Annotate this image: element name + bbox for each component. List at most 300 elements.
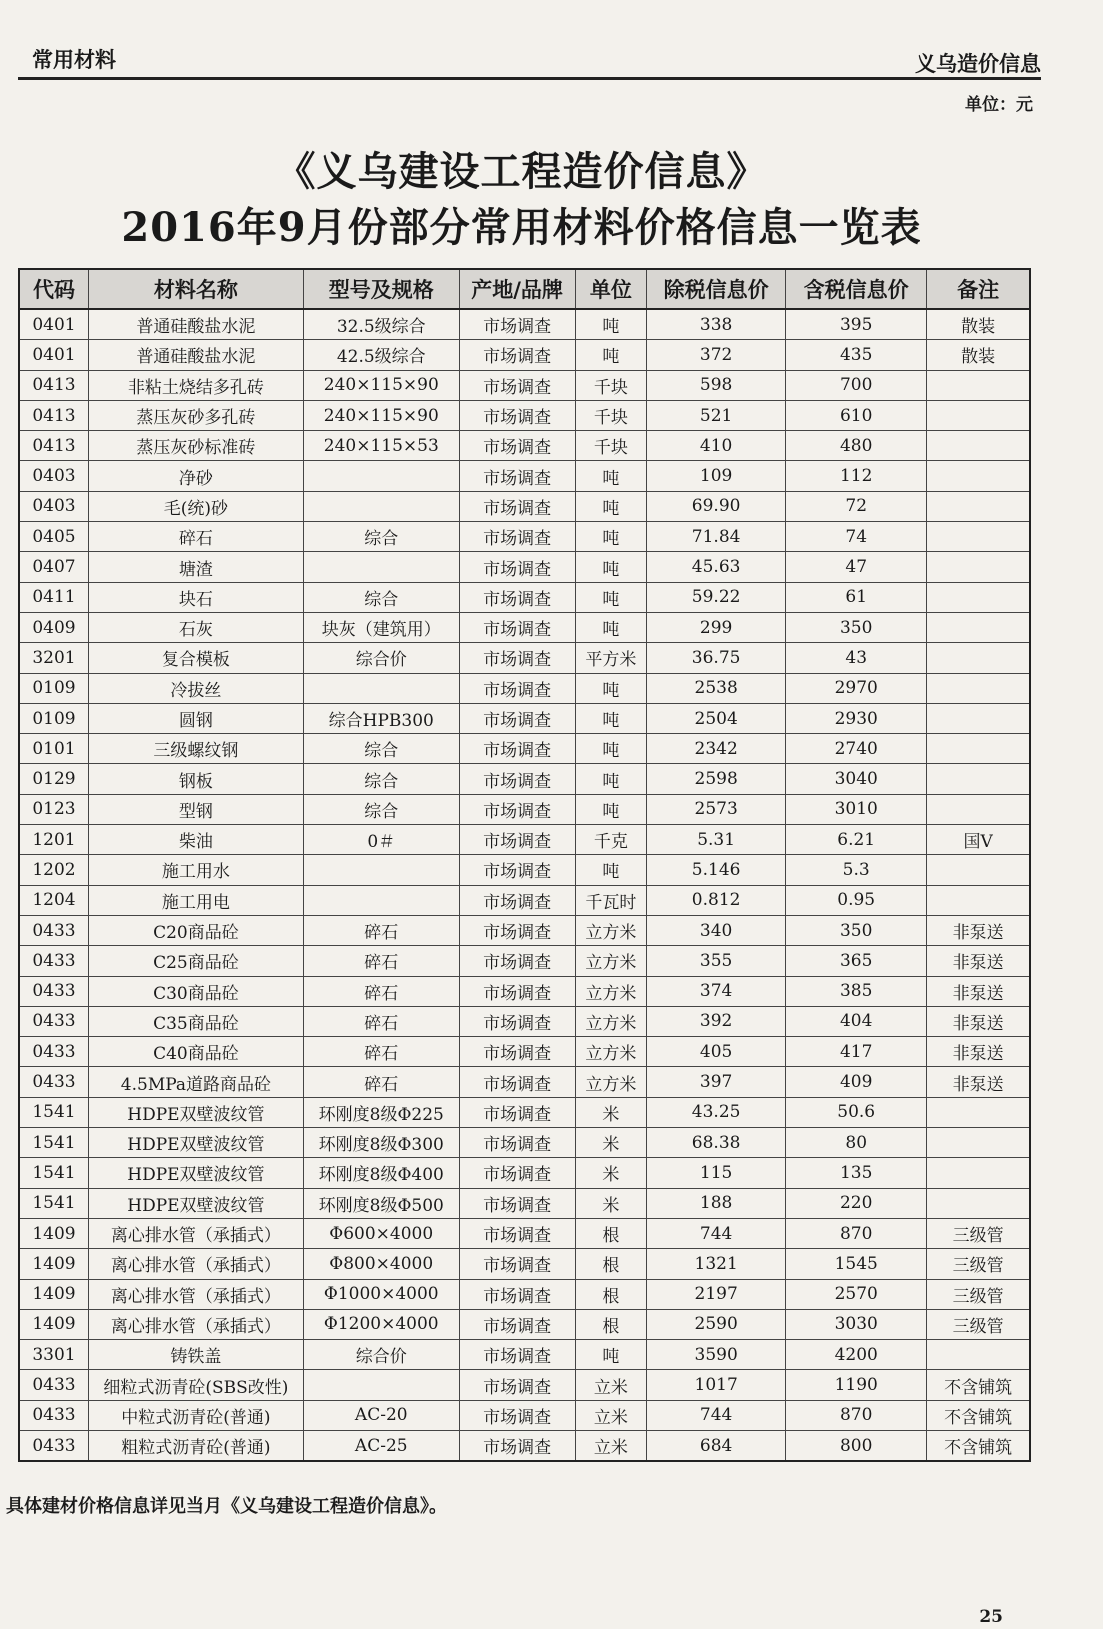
cell-unit: 立米 [575, 1400, 647, 1430]
cell-origin: 市场调查 [459, 309, 575, 340]
cell-price-excl-tax: 397 [647, 1067, 786, 1097]
cell-price-incl-tax: 112 [786, 461, 927, 491]
cell-unit: 根 [575, 1309, 647, 1339]
cell-name: 4.5MPa道路商品砼 [89, 1067, 304, 1097]
table-row [19, 1188, 1030, 1218]
section-label: 常用材料 [32, 48, 116, 72]
cell-name: 钢板 [89, 764, 304, 794]
cell-price-excl-tax: 744 [647, 1218, 786, 1248]
cell-code: 0101 [19, 734, 89, 764]
table-row [19, 1249, 1030, 1279]
cell-name: 蒸压灰砂标准砖 [89, 431, 304, 461]
cell-spec [303, 673, 459, 703]
cell-code: 3301 [19, 1340, 89, 1370]
table-row [19, 309, 1030, 340]
cell-origin: 市场调查 [459, 1006, 575, 1036]
cell-price-incl-tax: 3030 [786, 1309, 927, 1339]
table-row [19, 855, 1030, 885]
table-row [19, 946, 1030, 976]
cell-unit: 吨 [575, 552, 647, 582]
cell-price-excl-tax: 2197 [647, 1279, 786, 1309]
cell-price-excl-tax: 71.84 [647, 522, 786, 552]
cell-spec: 环刚度8级Φ300 [303, 1128, 459, 1158]
cell-name: C40商品砼 [89, 1037, 304, 1067]
table-row [19, 552, 1030, 582]
cell-unit: 吨 [575, 1340, 647, 1370]
cell-code: 1541 [19, 1128, 89, 1158]
cell-origin: 市场调查 [459, 1188, 575, 1218]
cell-name: 碎石 [89, 522, 304, 552]
cell-code: 0401 [19, 340, 89, 370]
cell-unit: 吨 [575, 309, 647, 340]
cell-spec: 碎石 [303, 946, 459, 976]
cell-remarks [927, 612, 1030, 642]
cell-price-excl-tax: 3590 [647, 1340, 786, 1370]
cell-code: 0413 [19, 431, 89, 461]
cell-name: C30商品砼 [89, 976, 304, 1006]
cell-name: HDPE双壁波纹管 [89, 1097, 304, 1127]
cell-price-excl-tax: 188 [647, 1188, 786, 1218]
cell-unit: 千瓦时 [575, 885, 647, 915]
column-header-remarks: 备注 [927, 269, 1030, 309]
cell-code: 1204 [19, 885, 89, 915]
cell-price-incl-tax: 43 [786, 643, 927, 673]
cell-name: 离心排水管（承插式） [89, 1279, 304, 1309]
cell-price-excl-tax: 68.38 [647, 1128, 786, 1158]
column-header-price-excl-tax: 除税信息价 [647, 269, 786, 309]
cell-code: 1409 [19, 1279, 89, 1309]
cell-code: 0109 [19, 673, 89, 703]
cell-origin: 市场调查 [459, 340, 575, 370]
cell-code: 3201 [19, 643, 89, 673]
footer-note: 具体建材价格信息详见当月《义乌建设工程造价信息》。 [6, 1496, 447, 1517]
cell-price-excl-tax: 1017 [647, 1370, 786, 1400]
cell-name: 施工用水 [89, 855, 304, 885]
cell-price-incl-tax: 417 [786, 1037, 927, 1067]
cell-remarks: 非泵送 [927, 976, 1030, 1006]
cell-unit: 立方米 [575, 946, 647, 976]
cell-price-incl-tax: 1190 [786, 1370, 927, 1400]
cell-price-incl-tax: 1545 [786, 1249, 927, 1279]
table-row [19, 703, 1030, 733]
cell-origin: 市场调查 [459, 915, 575, 945]
cell-price-incl-tax: 365 [786, 946, 927, 976]
cell-price-incl-tax: 385 [786, 976, 927, 1006]
cell-code: 0407 [19, 552, 89, 582]
cell-unit: 吨 [575, 522, 647, 552]
page-subtitle: 2016年9月份部分常用材料价格信息一览表 [121, 204, 922, 251]
cell-code: 0109 [19, 703, 89, 733]
cell-spec: Φ800×4000 [303, 1249, 459, 1279]
cell-name: 净砂 [89, 461, 304, 491]
cell-spec: 32.5级综合 [303, 309, 459, 340]
cell-price-incl-tax: 2970 [786, 673, 927, 703]
cell-origin: 市场调查 [459, 643, 575, 673]
cell-remarks: 非泵送 [927, 915, 1030, 945]
cell-code: 0433 [19, 976, 89, 1006]
table-row [19, 1370, 1030, 1400]
cell-origin: 市场调查 [459, 612, 575, 642]
cell-code: 0401 [19, 309, 89, 340]
cell-remarks [927, 370, 1030, 400]
cell-price-excl-tax: 2573 [647, 794, 786, 824]
cell-name: 石灰 [89, 612, 304, 642]
cell-spec: 碎石 [303, 1006, 459, 1036]
cell-remarks [927, 1188, 1030, 1218]
cell-price-excl-tax: 374 [647, 976, 786, 1006]
cell-name: 细粒式沥青砼(SBS改性) [89, 1370, 304, 1400]
cell-price-excl-tax: 2538 [647, 673, 786, 703]
cell-price-incl-tax: 2740 [786, 734, 927, 764]
table-row [19, 764, 1030, 794]
cell-name: 粗粒式沥青砼(普通) [89, 1430, 304, 1461]
cell-spec: 综合价 [303, 643, 459, 673]
cell-price-excl-tax: 2590 [647, 1309, 786, 1339]
cell-spec: 综合 [303, 734, 459, 764]
cell-price-incl-tax: 700 [786, 370, 927, 400]
cell-price-incl-tax: 2930 [786, 703, 927, 733]
cell-spec: 240×115×90 [303, 400, 459, 430]
cell-price-excl-tax: 392 [647, 1006, 786, 1036]
price-table [18, 268, 1031, 1462]
table-row [19, 582, 1030, 612]
cell-remarks [927, 703, 1030, 733]
cell-name: 非粘土烧结多孔砖 [89, 370, 304, 400]
cell-remarks [927, 673, 1030, 703]
cell-price-incl-tax: 72 [786, 491, 927, 521]
cell-name: HDPE双壁波纹管 [89, 1188, 304, 1218]
cell-code: 0123 [19, 794, 89, 824]
cell-spec: Φ1200×4000 [303, 1309, 459, 1339]
cell-price-incl-tax: 80 [786, 1128, 927, 1158]
cell-name: C35商品砼 [89, 1006, 304, 1036]
cell-remarks: 不含铺筑 [927, 1400, 1030, 1430]
cell-name: 冷拔丝 [89, 673, 304, 703]
cell-unit: 立方米 [575, 1037, 647, 1067]
cell-name: 离心排水管（承插式） [89, 1309, 304, 1339]
cell-unit: 吨 [575, 673, 647, 703]
table-row [19, 1006, 1030, 1036]
cell-price-excl-tax: 299 [647, 612, 786, 642]
cell-price-incl-tax: 350 [786, 612, 927, 642]
cell-unit: 平方米 [575, 643, 647, 673]
page-title: 《义乌建设工程造价信息》 [275, 148, 768, 195]
cell-price-incl-tax: 5.3 [786, 855, 927, 885]
cell-remarks: 散装 [927, 340, 1030, 370]
cell-remarks [927, 734, 1030, 764]
cell-unit: 吨 [575, 794, 647, 824]
cell-name: HDPE双壁波纹管 [89, 1128, 304, 1158]
cell-spec: 综合HPB300 [303, 703, 459, 733]
cell-origin: 市场调查 [459, 1400, 575, 1430]
cell-price-excl-tax: 684 [647, 1430, 786, 1461]
cell-origin: 市场调查 [459, 461, 575, 491]
cell-origin: 市场调查 [459, 1067, 575, 1097]
cell-price-excl-tax: 5.31 [647, 825, 786, 855]
cell-remarks [927, 522, 1030, 552]
table-row [19, 794, 1030, 824]
cell-unit: 吨 [575, 764, 647, 794]
cell-code: 1541 [19, 1097, 89, 1127]
cell-unit: 根 [575, 1249, 647, 1279]
cell-remarks: 散装 [927, 309, 1030, 340]
cell-spec: 块灰（建筑用） [303, 612, 459, 642]
cell-spec: 碎石 [303, 1037, 459, 1067]
cell-price-excl-tax: 45.63 [647, 552, 786, 582]
cell-price-incl-tax: 870 [786, 1400, 927, 1430]
cell-remarks [927, 764, 1030, 794]
cell-unit: 吨 [575, 582, 647, 612]
table-row [19, 915, 1030, 945]
cell-code: 1409 [19, 1309, 89, 1339]
cell-name: 型钢 [89, 794, 304, 824]
cell-unit: 立米 [575, 1430, 647, 1461]
cell-origin: 市场调查 [459, 885, 575, 915]
cell-unit: 千克 [575, 825, 647, 855]
cell-unit: 吨 [575, 855, 647, 885]
cell-price-incl-tax: 50.6 [786, 1097, 927, 1127]
cell-price-incl-tax: 870 [786, 1218, 927, 1248]
cell-remarks: 国V [927, 825, 1030, 855]
cell-price-incl-tax: 3040 [786, 764, 927, 794]
cell-remarks: 三级管 [927, 1249, 1030, 1279]
cell-spec: 综合 [303, 764, 459, 794]
cell-code: 0433 [19, 915, 89, 945]
cell-spec [303, 855, 459, 885]
cell-spec: 碎石 [303, 915, 459, 945]
cell-price-incl-tax: 74 [786, 522, 927, 552]
cell-spec [303, 885, 459, 915]
cell-price-incl-tax: 220 [786, 1188, 927, 1218]
cell-origin: 市场调查 [459, 1218, 575, 1248]
table-row [19, 612, 1030, 642]
table-row [19, 1158, 1030, 1188]
cell-spec: 碎石 [303, 1067, 459, 1097]
cell-unit: 千块 [575, 431, 647, 461]
publication-name: 义乌造价信息 [915, 52, 1041, 76]
column-header-unit: 单位 [575, 269, 647, 309]
table-row [19, 673, 1030, 703]
table-row [19, 1309, 1030, 1339]
cell-remarks: 非泵送 [927, 946, 1030, 976]
cell-unit: 吨 [575, 491, 647, 521]
table-row [19, 1430, 1030, 1461]
cell-code: 0433 [19, 1370, 89, 1400]
cell-origin: 市场调查 [459, 1158, 575, 1188]
cell-price-excl-tax: 109 [647, 461, 786, 491]
cell-origin: 市场调查 [459, 794, 575, 824]
cell-code: 1541 [19, 1188, 89, 1218]
table-row [19, 1279, 1030, 1309]
cell-origin: 市场调查 [459, 582, 575, 612]
cell-spec: 42.5级综合 [303, 340, 459, 370]
cell-price-incl-tax: 6.21 [786, 825, 927, 855]
cell-price-incl-tax: 0.95 [786, 885, 927, 915]
cell-price-incl-tax: 435 [786, 340, 927, 370]
cell-remarks: 非泵送 [927, 1037, 1030, 1067]
cell-code: 0433 [19, 1400, 89, 1430]
cell-price-excl-tax: 521 [647, 400, 786, 430]
cell-code: 0403 [19, 461, 89, 491]
table-row [19, 1097, 1030, 1127]
cell-unit: 千块 [575, 370, 647, 400]
cell-origin: 市场调查 [459, 703, 575, 733]
cell-price-incl-tax: 404 [786, 1006, 927, 1036]
table-row [19, 461, 1030, 491]
cell-name: 蒸压灰砂多孔砖 [89, 400, 304, 430]
cell-unit: 吨 [575, 703, 647, 733]
cell-remarks [927, 582, 1030, 612]
cell-remarks: 不含铺筑 [927, 1430, 1030, 1461]
cell-name: 块石 [89, 582, 304, 612]
cell-spec: 综合 [303, 582, 459, 612]
cell-price-incl-tax: 135 [786, 1158, 927, 1188]
cell-price-excl-tax: 410 [647, 431, 786, 461]
cell-spec: 0＃ [303, 825, 459, 855]
cell-origin: 市场调查 [459, 491, 575, 521]
cell-spec: Φ1000×4000 [303, 1279, 459, 1309]
cell-remarks [927, 461, 1030, 491]
cell-unit: 吨 [575, 461, 647, 491]
cell-remarks [927, 431, 1030, 461]
cell-name: 圆钢 [89, 703, 304, 733]
page-number: 25 [979, 1607, 1003, 1627]
cell-name: 铸铁盖 [89, 1340, 304, 1370]
cell-remarks [927, 794, 1030, 824]
table-row [19, 1067, 1030, 1097]
cell-price-excl-tax: 2342 [647, 734, 786, 764]
cell-origin: 市场调查 [459, 1249, 575, 1279]
cell-code: 0413 [19, 370, 89, 400]
table-row [19, 885, 1030, 915]
cell-origin: 市场调查 [459, 946, 575, 976]
cell-price-incl-tax: 2570 [786, 1279, 927, 1309]
cell-price-incl-tax: 61 [786, 582, 927, 612]
cell-remarks [927, 885, 1030, 915]
cell-remarks [927, 491, 1030, 521]
table-row [19, 1128, 1030, 1158]
cell-unit: 吨 [575, 734, 647, 764]
cell-origin: 市场调查 [459, 522, 575, 552]
cell-price-excl-tax: 2598 [647, 764, 786, 794]
cell-price-excl-tax: 355 [647, 946, 786, 976]
cell-unit: 米 [575, 1188, 647, 1218]
cell-price-incl-tax: 350 [786, 915, 927, 945]
table-row [19, 370, 1030, 400]
cell-price-incl-tax: 480 [786, 431, 927, 461]
cell-origin: 市场调查 [459, 1128, 575, 1158]
table-row [19, 522, 1030, 552]
price-table-body [19, 309, 1030, 1461]
table-row [19, 400, 1030, 430]
cell-origin: 市场调查 [459, 1430, 575, 1461]
cell-name: 柴油 [89, 825, 304, 855]
cell-spec: 240×115×53 [303, 431, 459, 461]
cell-unit: 立方米 [575, 976, 647, 1006]
cell-origin: 市场调查 [459, 1097, 575, 1127]
cell-unit: 立方米 [575, 1067, 647, 1097]
cell-origin: 市场调查 [459, 855, 575, 885]
cell-unit: 米 [575, 1128, 647, 1158]
cell-unit: 千块 [575, 400, 647, 430]
cell-remarks: 三级管 [927, 1218, 1030, 1248]
cell-code: 0433 [19, 1430, 89, 1461]
cell-price-excl-tax: 36.75 [647, 643, 786, 673]
unit-note: 单位：元 [965, 95, 1033, 115]
cell-origin: 市场调查 [459, 370, 575, 400]
cell-origin: 市场调查 [459, 734, 575, 764]
cell-unit: 立方米 [575, 1006, 647, 1036]
table-row [19, 734, 1030, 764]
cell-spec: 环刚度8级Φ225 [303, 1097, 459, 1127]
cell-spec: 环刚度8级Φ500 [303, 1188, 459, 1218]
cell-price-excl-tax: 115 [647, 1158, 786, 1188]
table-row [19, 340, 1030, 370]
cell-remarks [927, 1158, 1030, 1188]
cell-name: 离心排水管（承插式） [89, 1218, 304, 1248]
cell-name: 离心排水管（承插式） [89, 1249, 304, 1279]
cell-name: 普通硅酸盐水泥 [89, 340, 304, 370]
cell-origin: 市场调查 [459, 1340, 575, 1370]
table-row [19, 431, 1030, 461]
cell-unit: 吨 [575, 340, 647, 370]
cell-remarks [927, 1097, 1030, 1127]
cell-spec: AC-25 [303, 1430, 459, 1461]
cell-origin: 市场调查 [459, 764, 575, 794]
header-divider [18, 77, 1041, 80]
cell-price-incl-tax: 610 [786, 400, 927, 430]
cell-price-incl-tax: 4200 [786, 1340, 927, 1370]
cell-code: 0411 [19, 582, 89, 612]
cell-spec: AC-20 [303, 1400, 459, 1430]
cell-name: HDPE双壁波纹管 [89, 1158, 304, 1188]
cell-price-excl-tax: 338 [647, 309, 786, 340]
column-header-name: 材料名称 [89, 269, 304, 309]
cell-remarks [927, 643, 1030, 673]
cell-price-excl-tax: 340 [647, 915, 786, 945]
cell-remarks [927, 1340, 1030, 1370]
cell-code: 1541 [19, 1158, 89, 1188]
cell-unit: 吨 [575, 612, 647, 642]
cell-origin: 市场调查 [459, 976, 575, 1006]
cell-origin: 市场调查 [459, 673, 575, 703]
table-row [19, 825, 1030, 855]
cell-code: 0433 [19, 1037, 89, 1067]
cell-name: C20商品砼 [89, 915, 304, 945]
cell-price-incl-tax: 395 [786, 309, 927, 340]
cell-remarks: 三级管 [927, 1309, 1030, 1339]
column-header-origin: 产地/品牌 [459, 269, 575, 309]
table-row [19, 976, 1030, 1006]
cell-price-incl-tax: 800 [786, 1430, 927, 1461]
cell-spec: 240×115×90 [303, 370, 459, 400]
cell-price-excl-tax: 1321 [647, 1249, 786, 1279]
cell-price-excl-tax: 5.146 [647, 855, 786, 885]
column-header-price-incl-tax: 含税信息价 [786, 269, 927, 309]
cell-remarks [927, 400, 1030, 430]
cell-price-excl-tax: 59.22 [647, 582, 786, 612]
table-header-row [19, 269, 1030, 309]
cell-spec: Φ600×4000 [303, 1218, 459, 1248]
cell-spec [303, 461, 459, 491]
cell-remarks [927, 855, 1030, 885]
cell-code: 1409 [19, 1249, 89, 1279]
cell-origin: 市场调查 [459, 1370, 575, 1400]
cell-remarks: 非泵送 [927, 1067, 1030, 1097]
cell-code: 0403 [19, 491, 89, 521]
cell-spec [303, 491, 459, 521]
cell-name: 中粒式沥青砼(普通) [89, 1400, 304, 1430]
